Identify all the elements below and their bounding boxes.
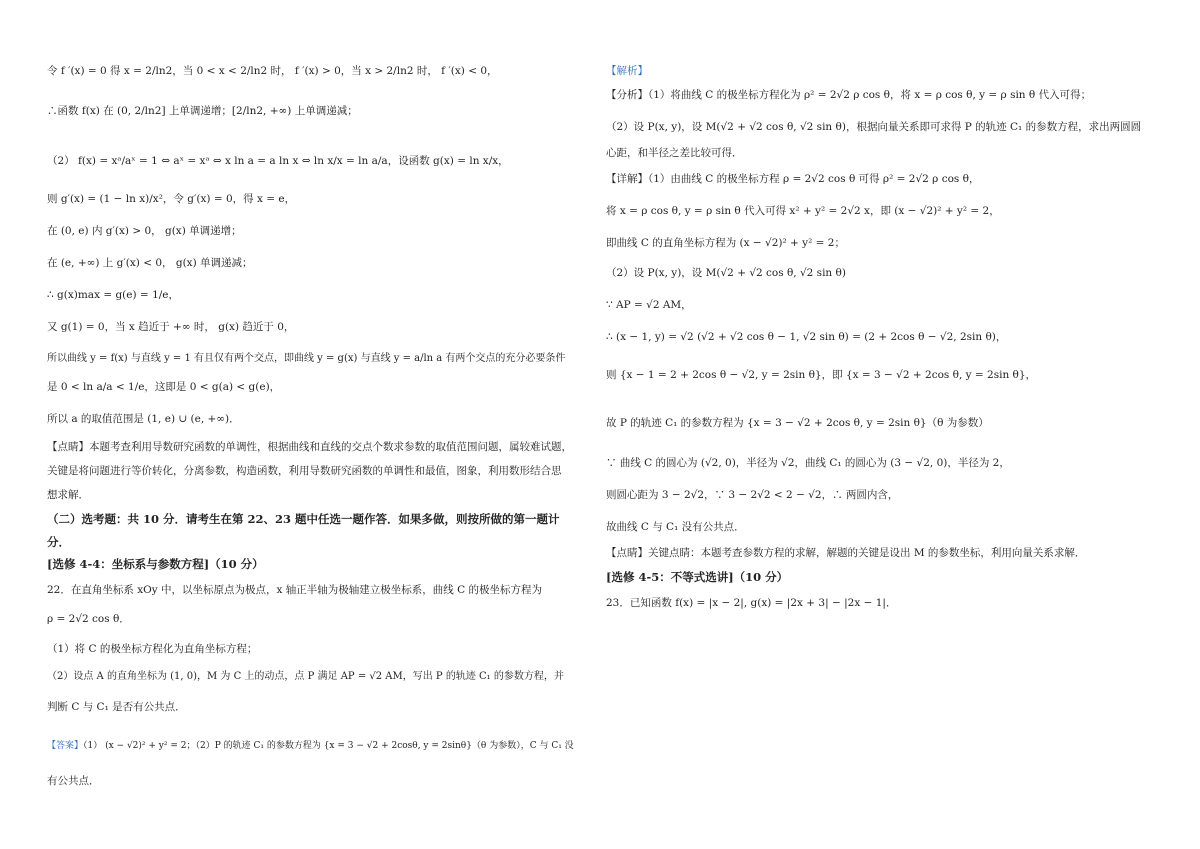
right-column-line: 【解析】	[606, 65, 648, 77]
left-column-line: （1）将 C 的极坐标方程化为直角坐标方程；	[47, 643, 258, 655]
left-column-line: 分．	[47, 535, 70, 549]
right-column-line: 即曲线 C 的直角坐标方程为 (x − √2)² + y² = 2；	[606, 237, 845, 249]
left-column-line: 又 g(1) = 0，当 x 趋近于 +∞ 时， g(x) 趋近于 0，	[47, 321, 295, 333]
left-column-line: ∴ g(x)max = g(e) = 1/e，	[47, 289, 179, 301]
left-column-line: 【点睛】本题考查利用导数研究函数的单调性，根据曲线和直线的交点个数求参数的取值范围问题，属较难试题，	[47, 441, 572, 453]
left-column-line: 令 f ′(x) = 0 得 x = 2/ln2，当 0 < x < 2/ln2 时， f ′(x) > 0，当 x > 2/ln2 时， f ′(x) < 0，	[47, 65, 498, 77]
left-column-line: ∴函数 f(x) 在 (0, 2/ln2] 上单调递增；[2/ln2, +∞) 上单调递减；	[47, 105, 358, 117]
right-column-line: 心距，和半径之差比较可得．	[606, 147, 743, 159]
left-column-line: [选修 4-4：坐标系与参数方程]（10 分）	[47, 557, 264, 571]
left-column-line: 是 0 < ln a/a < 1/e，这即是 0 < g(a) < g(e)，	[47, 381, 281, 393]
left-column-line: 22．在直角坐标系 xOy 中，以坐标原点为极点，x 轴正半轴为极轴建立极坐标系，曲线 C 的极坐标方程为	[47, 584, 542, 596]
left-column-line: 想求解．	[47, 489, 89, 501]
right-column-line: ∵ 曲线 C 的圆心为 (√2, 0)，半径为 √2，曲线 C₁ 的圆心为 (3 − √2, 0)，半径为 2，	[606, 457, 1010, 469]
left-column-line: 所以曲线 y = f(x) 与直线 y = 1 有且仅有两个交点，即曲线 y = g(x) 与直线 y = a/ln a 有两个交点的充分必要条件	[47, 353, 566, 364]
left-column-line: ρ = 2√2 cos θ．	[47, 613, 130, 625]
right-column-line: 故 P 的轨迹 C₁ 的参数方程为 {x = 3 − √2 + 2cos θ, y = 2sin θ}（θ 为参数）	[606, 417, 989, 429]
right-column-line: 【点睛】关键点睛：本题考查参数方程的求解，解题的关键是设出 M 的参数坐标，利用向量关系求解．	[606, 547, 1086, 559]
right-column-line: 故曲线 C 与 C₁ 没有公共点．	[606, 521, 745, 533]
left-column-line: 有公共点．	[47, 775, 100, 787]
left-column-line: 则 g′(x) = (1 − ln x)/x²，令 g′(x) = 0，得 x = e，	[47, 193, 296, 205]
answer-text: （1） (x − √2)² + y² = 2；（2）P 的轨迹 C₁ 的参数方程为 {x = 3 − √2 + 2cosθ, y = 2sinθ}（θ 为参数），C 与 C₁ 没	[83, 741, 574, 751]
right-column-line: ∴ (x − 1, y) = √2 (√2 + √2 cos θ − 1, √2 sin θ) = (2 + 2cos θ − √2, 2sin θ)，	[606, 331, 1007, 343]
right-column-line: 【详解】（1）由曲线 C 的极坐标方程 ρ = 2√2 cos θ 可得 ρ² = 2√2 ρ cos θ，	[606, 173, 980, 185]
left-column-line: （2）设点 A 的直角坐标为 (1, 0)，M 为 C 上的动点，点 P 满足 AP = √2 AM，写出 P 的轨迹 C₁ 的参数方程，并	[47, 671, 564, 682]
right-column-line: （2）设 P(x, y)，设 M(√2 + √2 cos θ, √2 sin θ)，根据向量关系即可求得 P 的轨迹 C₁ 的参数方程，求出两圆圆	[606, 121, 1142, 133]
right-column-line: ∵ AP = √2 AM，	[606, 299, 692, 311]
left-column-line: 在 (e, +∞) 上 g′(x) < 0， g(x) 单调递减；	[47, 257, 253, 269]
left-column-line: （二）选考题：共 10 分．请考生在第 22、23 题中任选一题作答．如果多做，则按所做的第一题计	[47, 512, 560, 526]
left-column-line: （2） f(x) = xᵃ/aˣ = 1 ⇔ aˣ = xᵃ ⇔ x ln a = a ln x ⇔ ln x/x = ln a/a，设函数 g(x) = ln x/x，	[47, 155, 509, 167]
left-column-line	[47, 740, 574, 752]
left-column-line: 关键是将问题进行等价转化，分离参数，构造函数，利用导数研究函数的单调性和最值，图象，利用数形结合思	[47, 465, 562, 477]
answer-tag: 【答案】	[47, 741, 84, 751]
left-column-line: 所以 a 的取值范围是 (1, e) ∪ (e, +∞)．	[47, 413, 240, 425]
right-column-line: 则 {x − 1 = 2 + 2cos θ − √2, y = 2sin θ}，即 {x = 3 − √2 + 2cos θ, y = 2sin θ}，	[606, 369, 1037, 381]
right-column-line: 23．已知函数 f(x) = |x − 2|, g(x) = |2x + 3| − |2x − 1|．	[606, 597, 897, 609]
right-column-line: 则圆心距为 3 − 2√2，∵ 3 − 2√2 < 2 − √2，∴ 两圆内含，	[606, 489, 899, 501]
right-column-line: 将 x = ρ cos θ, y = ρ sin θ 代入可得 x² + y² = 2√2 x，即 (x − √2)² + y² = 2，	[606, 205, 1000, 217]
left-column-line: 在 (0, e) 内 g′(x) > 0， g(x) 单调递增；	[47, 225, 242, 237]
right-column-line: [选修 4-5：不等式选讲]（10 分）	[606, 570, 789, 584]
left-column-line: 判断 C 与 C₁ 是否有公共点．	[47, 701, 186, 713]
right-column-line: （2）设 P(x, y)，设 M(√2 + √2 cos θ, √2 sin θ)	[606, 267, 846, 279]
right-column-line: 【分析】（1）将曲线 C 的极坐标方程化为 ρ² = 2√2 ρ cos θ，将 x = ρ cos θ, y = ρ sin θ 代入可得；	[606, 89, 1092, 101]
